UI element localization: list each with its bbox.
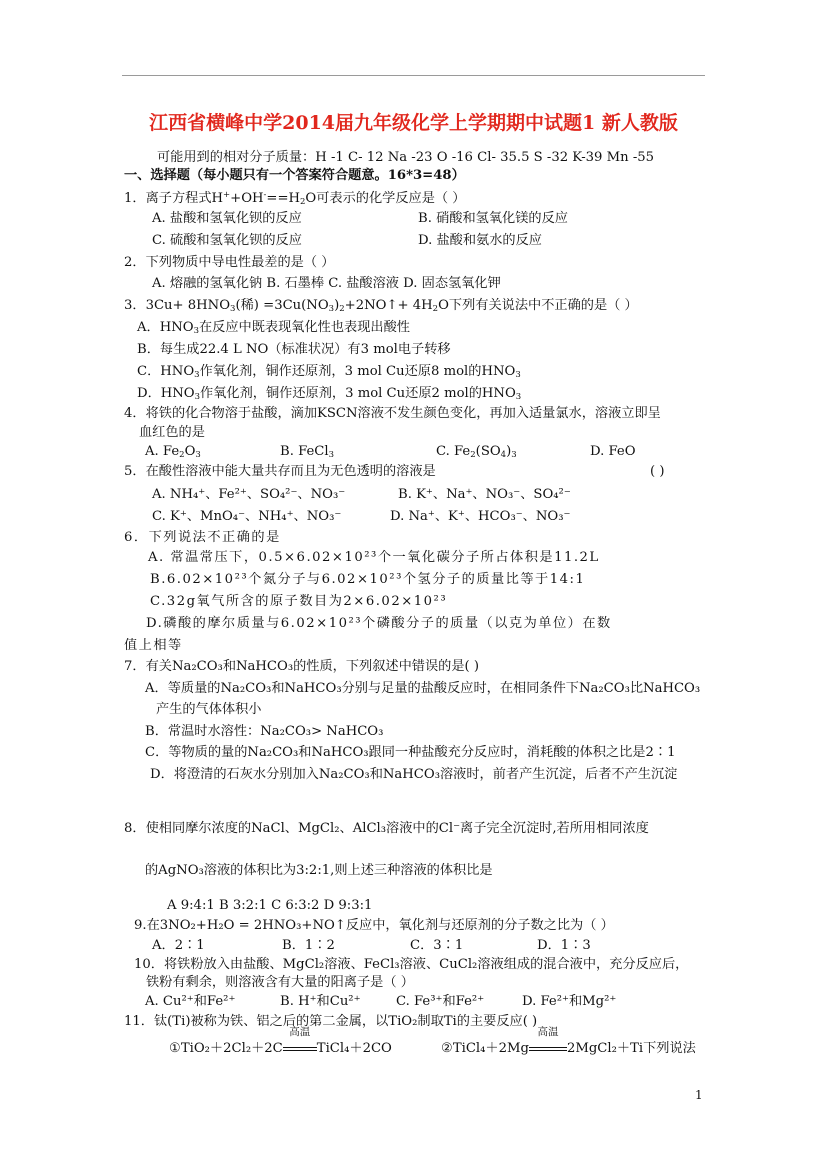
question-9-option-d: D．1∶3 <box>537 938 591 953</box>
question-9-option-a: A．2∶1 <box>152 938 205 953</box>
question-1-stem: 1．离子方程式$H^++OH^-==H_2O$可表示的化学反应是（ ） <box>124 190 466 207</box>
question-4-stem-line1: 4．将铁的化合物溶于盐酸，滴加KSCN溶液不发生颜色变化，再加入适量氯水，溶液立即呈 <box>124 406 661 421</box>
question-10-stem-line2: 铁粉有剩余，则溶液含有大量的阳离子是（ ） <box>146 975 414 990</box>
question-8-stem-line1: 8．使相同摩尔浓度的NaCl、MgCl₂、AlCl₃溶液中的Cl⁻离子完全沉淀时,若所用相同浓度 <box>124 821 649 836</box>
question-1-option-b: B. 硝酸和氢氧化镁的反应 <box>418 211 568 226</box>
question-7-option-d: D．将澄清的石灰水分别加入Na₂CO₃和NaHCO₃溶液时，前者产生沉淀，后者不产生沉淀 <box>150 767 678 782</box>
question-3-option-b: B．每生成22.4 L NO（标准状况）有3 mol电子转移 <box>137 342 451 357</box>
question-10-option-a: A. Cu²⁺和Fe²⁺ <box>145 994 236 1009</box>
question-1-option-a: A. 盐酸和氢氧化钡的反应 <box>152 211 302 226</box>
question-9-stem: 9.在3NO₂+H₂O = 2HNO₃+NO↑反应中，氧化剂与还原剂的分子数之比为（ ） <box>134 918 614 933</box>
question-7-option-a-line1: A．等质量的Na₂CO₃和NaHCO₃分别与足量的盐酸反应时，在相同条件下Na₂CO₃比NaHCO₃ <box>145 681 701 696</box>
header-rule <box>122 75 705 76</box>
question-1-option-c: C. 硫酸和氢氧化钡的反应 <box>152 233 302 248</box>
page-number: 1 <box>695 1088 703 1102</box>
condition-label: 高温 <box>289 1026 311 1038</box>
question-9-option-c: C．3∶1 <box>410 938 464 953</box>
question-6-stem: 6．下列说法不正确的是 <box>124 530 281 545</box>
question-3-option-c: C．$HNO_3$作氧化剂，铜作还原剂，3 mol Cu还原8 mol的$HNO_3$ <box>137 364 521 380</box>
question-5-option-a: A. NH₄⁺、Fe²⁺、SO₄²⁻、NO₃⁻ <box>152 487 346 502</box>
question-6-option-d-line1: D.磷酸的摩尔质量与6.02×10²³个磷酸分子的质量（以克为单位）在数 <box>146 616 612 631</box>
question-11-reaction-2: ②TiCl₄＋2Mg 高温 2MgCl₂＋Ti下列说法 <box>441 1026 696 1056</box>
question-5-option-b: B. K⁺、Na⁺、NO₃⁻、SO₄²⁻ <box>398 487 571 502</box>
question-4-stem-line2: 血红色的是 <box>139 425 205 440</box>
question-5-option-d: D. Na⁺、K⁺、HCO₃⁻、NO₃⁻ <box>390 509 571 524</box>
question-6-option-d-line2: 值上相等 <box>124 638 183 653</box>
section-heading: 一、选择题（每小题只有一个答案符合题意。16*3=48） <box>124 168 465 183</box>
question-4-option-c: C. $Fe_2(SO_4)_3$ <box>436 444 517 460</box>
question-6-option-b: B.6.02×10²³个氮分子与6.02×10²³个氢分子的质量比等于14:1 <box>150 572 586 587</box>
question-8-stem-line2: 的AgNO₃溶液的体积比为3:2:1,则上述三种溶液的体积比是 <box>145 863 493 878</box>
question-5-answer-paren: ( ) <box>650 464 665 479</box>
question-10-option-c: C. Fe³⁺和Fe²⁺ <box>396 994 485 1009</box>
question-2-stem: 2．下列物质中导电性最差的是（ ） <box>124 255 335 270</box>
question-9-option-b: B．1∶2 <box>282 938 335 953</box>
condition-label: 高温 <box>537 1026 559 1038</box>
question-4-option-d: D. FeO <box>590 444 636 459</box>
question-10-option-b: B. H⁺和Cu²⁺ <box>280 994 361 1009</box>
page-title: 江西省横峰中学2014届九年级化学上学期期中试题1 新人教版 <box>149 112 678 134</box>
question-7-option-a-line2: 产生的气体体积小 <box>156 702 262 717</box>
question-11-stem: 11．钛(Ti)被称为铁、铝之后的第二金属，以TiO₂制取Ti的主要反应( ) <box>124 1014 538 1029</box>
question-10-stem-line1: 10．将铁粉放入由盐酸、MgCl₂溶液、FeCl₃溶液、CuCl₂溶液组成的混合液中，充分反应后， <box>134 957 689 972</box>
question-1-option-d: D. 盐酸和氨水的反应 <box>418 233 542 248</box>
question-4-option-a: A. $Fe_2O_3$ <box>145 444 201 460</box>
question-4-option-b: B. FeCl$_3$ <box>280 444 335 460</box>
question-7-option-b: B．常温时水溶性：Na₂CO₃> NaHCO₃ <box>145 724 384 739</box>
question-3-option-d: D．$HNO_3$作氧化剂，铜作还原剂，3 mol Cu还原2 mol的$HNO_3$ <box>137 386 522 402</box>
question-3-stem: 3．$3Cu+ 8HNO_3$(稀) $=3Cu(NO_3)_2+2NO↑+ 4H_2O$下列有关说法中不正确的是（ ） <box>124 298 638 314</box>
question-10-option-d: D. Fe²⁺和Mg²⁺ <box>522 994 617 1009</box>
question-3-option-a: A．$HNO_3$在反应中既表现氧化性也表现出酸性 <box>137 320 410 336</box>
question-8-options: A 9:4:1 B 3:2:1 C 6:3:2 D 9:3:1 <box>167 898 373 913</box>
question-11-reaction-1: ①TiO₂＋2Cl₂＋2C 高温 TiCl₄＋2CO <box>169 1026 392 1056</box>
relative-masses: 可能用到的相对分子质量：H -1 C- 12 Na -23 O -16 Cl- 35.5 S -32 K-39 Mn -55 <box>157 150 655 165</box>
question-6-option-a: A. 常温常压下，0.5×6.02×10²³个一氧化碳分子所占体积是11.2L <box>148 550 600 565</box>
question-5-stem: 5．在酸性溶液中能大量共存而且为无色透明的溶液是 <box>124 464 436 479</box>
question-2-options: A. 熔融的氢氧化钠 B. 石墨棒 C. 盐酸溶液 D. 固态氢氧化钾 <box>152 276 501 291</box>
question-7-stem: 7．有关Na₂CO₃和NaHCO₃的性质，下列叙述中错误的是( ) <box>124 659 480 674</box>
question-6-option-c: C.32g氧气所含的原子数目为2×6.02×10²³ <box>150 594 448 609</box>
question-5-option-c: C. K⁺、MnO₄⁻、NH₄⁺、NO₃⁻ <box>152 509 342 524</box>
question-7-option-c: C．等物质的量的Na₂CO₃和NaHCO₃跟同一种盐酸充分反应时，消耗酸的体积之比是2∶1 <box>145 745 676 760</box>
